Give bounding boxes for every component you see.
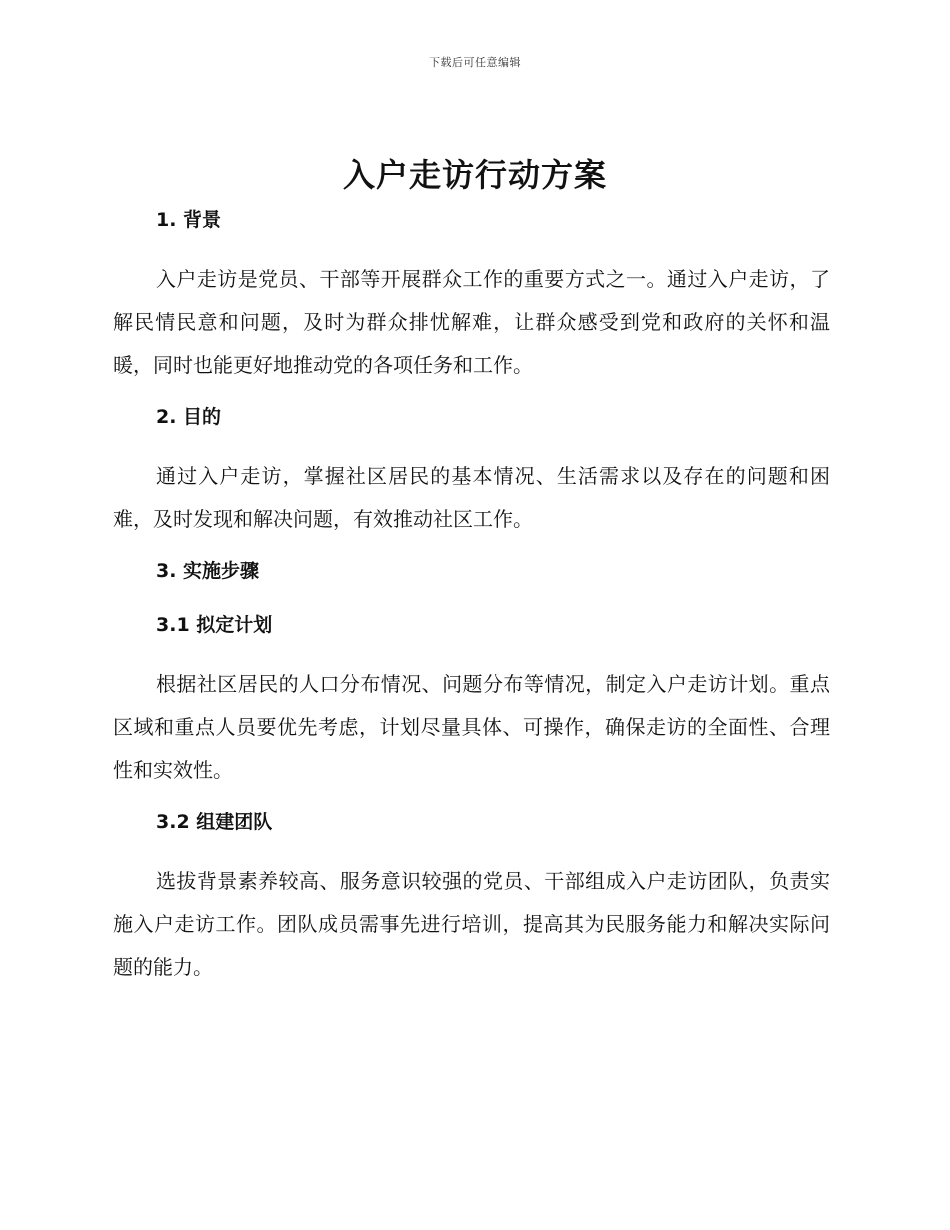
section-heading-steps: 3. 实施步骤 [156, 560, 260, 582]
section-heading-team: 3.2 组建团队 [156, 811, 273, 833]
section-heading-purpose: 2. 目的 [156, 406, 222, 428]
page-header-note: 下载后可任意编辑 [429, 56, 521, 69]
section-heading-plan: 3.1 拟定计划 [156, 614, 273, 636]
document-body [113, 204, 830, 1003]
section-paragraph-background: 入户走访是党员、干部等开展群众工作的重要方式之一。通过入户走访，了解民情民意和问题，及时为群众排忧解难，让群众感受到党和政府的关怀和温暖，同时也能更好地推动党的各项任务和工作。 [113, 267, 830, 377]
section-heading-background: 1. 背景 [156, 209, 222, 231]
document-title: 入户走访行动方案 [342, 156, 607, 194]
section-paragraph-purpose: 通过入户走访，掌握社区居民的基本情况、生活需求以及存在的问题和困难，及时发现和解决问题，有效推动社区工作。 [113, 464, 830, 531]
section-paragraph-plan: 根据社区居民的人口分布情况、问题分布等情况，制定入户走访计划。重点区域和重点人员要优先考虑，计划尽量具体、可操作，确保走访的全面性、合理性和实效性。 [113, 672, 830, 782]
section-paragraph-team: 选拔背景素养较高、服务意识较强的党员、干部组成入户走访团队，负责实施入户走访工作。团队成员需事先进行培训，提高其为民服务能力和解决实际问题的能力。 [113, 869, 830, 979]
